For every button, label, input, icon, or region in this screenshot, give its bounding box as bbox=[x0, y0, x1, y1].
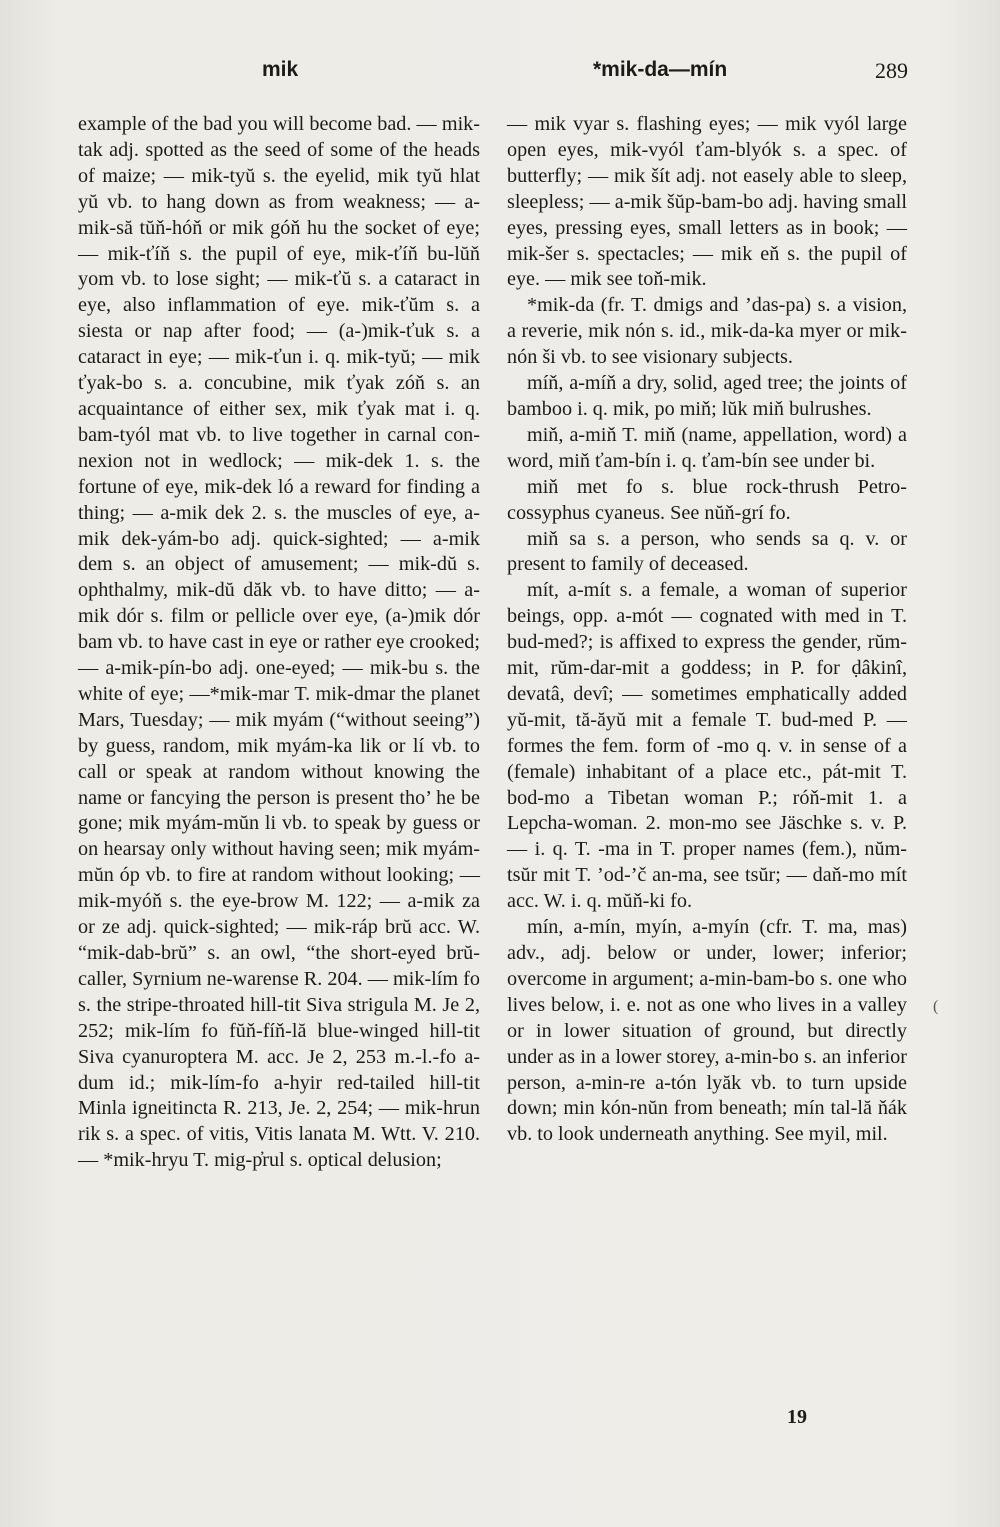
signature-mark: 19 bbox=[787, 1406, 807, 1428]
margin-mark: ( bbox=[933, 998, 939, 1015]
header-left-guideword: mik bbox=[262, 58, 299, 81]
entry-min-below: mín, a-mín, myín, a-myín (cfr. T. ma, mas) adv., adj. below or under, lower; inferior; overcome in argument; a-min-bam-bo s. one who lives below, i. e. not as one who lives in a valley or in lower situation of ground, but directly under as in a lower storey, a-min-bo s. an inferior person, a-min-re a-tón lyăk vb. to turn upside down; min kón-nŭn from beneath; mín tal-lă ňák vb. to look underneath anything. See myil, mil. bbox=[507, 916, 907, 1146]
left-column bbox=[78, 112, 480, 1174]
page-number: 289 bbox=[875, 58, 908, 83]
running-header bbox=[78, 58, 908, 92]
entry-min-tree: míň, a-míň a dry, solid, aged tree; the joints of bamboo i. q. mik, po miň; lŭk miň bulrushes. bbox=[507, 372, 907, 420]
entry-continuation-mik: — mik vyar s. flashing eyes; — mik vyól large open eyes, mik-vyól ťam-blyók s. a spec. of butterfly; — mik šít adj. not easely able to sleep, sleepless; — a-mik šŭp-bam-bo adj. having small eyes, pressing eyes, small letters as in book; — mik-šer s. spectacles; — mik eň s. the pupil of eye. — mik see toň-mik. bbox=[507, 113, 907, 291]
entry-min-sa: miň sa s. a person, who sends sa q. v. or present to family of deceased. bbox=[507, 527, 907, 576]
entry-min-met-fo: miň met fo s. blue rock-thrush Petro-cossyphus cyaneus. See nŭň-grí fo. bbox=[507, 475, 907, 524]
entry-mit: mít, a-mít s. a female, a woman of superior beings, opp. a-mót — cognated with med in T. bud-med?; is affixed to express the gender, rŭm-mit, rŭm-dar-mit a goddess; in P. for ḍâkinî, devatâ, devî; — sometimes emphatically added yŭ-mit, tă-ăyŭ mit a female T. bud-med P. — formes the fem. form of -mo q. v. in sense of a (female) inhabitant of a place etc., pát-mit T. bod-mo a Tibetan woman P.; róň-mit 1. a Lepcha-woman. 2. mon-mo see Jäschke s. v. P. — i. q. T. -ma in T. proper names (fem.), nŭm-tsŭr mit T. ’od-’č an-ma, see tsŭr; — daň-mo mít acc. W. i. q. mŭň-ki fo. bbox=[507, 579, 907, 913]
entry-min-word: miň, a-miň T. miň (name, appellation, word) a word, miň ťam-bín i. q. ťam-bín see under bi. bbox=[507, 423, 907, 472]
header-right-guideword: *mik-da—mín bbox=[593, 58, 728, 81]
entry-mik-da: *mik-da (fr. T. dmigs and ’das-pa) s. a vision, a reverie, mik nón s. id., mik-da-ka myer or mik-nón ši vb. to see visionary subjects. bbox=[507, 294, 907, 369]
right-column bbox=[507, 112, 907, 1148]
left-column-text: example of the bad you will become bad. — mik-tak adj. spotted as the seed of some of the heads of maize; — mik-tyŭ s. the eyelid, mik tyŭ hlat yŭ vb. to hang down as from weakness; — a-mik-să tŭň-hóň or mik góň hu the socket of eye; — mik-ťíň s. the pupil of eye, mik-ťíň bu-lŭň yom vb. to lose sight; — mik-ťŭ s. a cataract in eye, also inflammation of eye. mik-ťŭm s. a siesta or nap after food; — (a-)mik-ťuk s. a cataract in eye; — mik-ťun i. q. mik-tyŭ; — mik ťyak-bo s. a. concubine, mik ťyak zóň s. an acquaintance of either sex, mik ťyak mat i. q. bam-tyól mat vb. to live together in carnal con-nexion not in wedlock; — mik-dek 1. s. the fortune of eye, mik-dek ló a reward for finding a thing; — a-mik dek 2. s. the muscles of eye, a-mik dek-yám-bo adj. quick-sighted; — a-mik dem s. an object of amusement; — mik-dŭ s. ophthalmy, mik-dŭ dăk vb. to have ditto; — a-mik dór s. film or pellicle over eye, (a-)mik dór bam vb. to have cast in eye or rather eye crooked; — a-mik-pín-bo adj. one-eyed; — mik-bu s. the white of eye; —*mik-mar T. mik-dmar the planet Mars, Tuesday; — mik myám (“without seeing”) by guess, random, mik myám-ka lik or lí vb. to call or speak at random without knowing the name or fancying the person is present tho’ he be gone; mik myám-mŭn li vb. to speak by guess or on hearsay only without having seen; mik myám-mŭn óp vb. to fire at random without looking; — mik-myóň s. the eye-brow M. 122; — a-mik za or ze adj. quick-sighted; — mik-ráp brŭ acc. W. “mik-dab-brŭ” s. an owl, “the short-eyed brŭ-caller, Syrnium ne-warense R. 204. — mik-lím fo s. the stripe-throated hill-tit Siva strigula M. Je 2, 252; mik-lím fo fŭň-fíň-lă blue-winged hill-tit Siva cyanuroptera M. acc. Je 2, 253 m.-l.-fo a-dum id.; mik-lím-fo a-hyir red-tailed hill-tit Minla igneitincta R. 213, Je. 2, 254; — mik-hrun rik s. a spec. of vitis, Vitis lanata M. Wtt. V. 210. — *mik-hryu T. mig-p̓rul s. optical delusion; bbox=[78, 113, 480, 1172]
